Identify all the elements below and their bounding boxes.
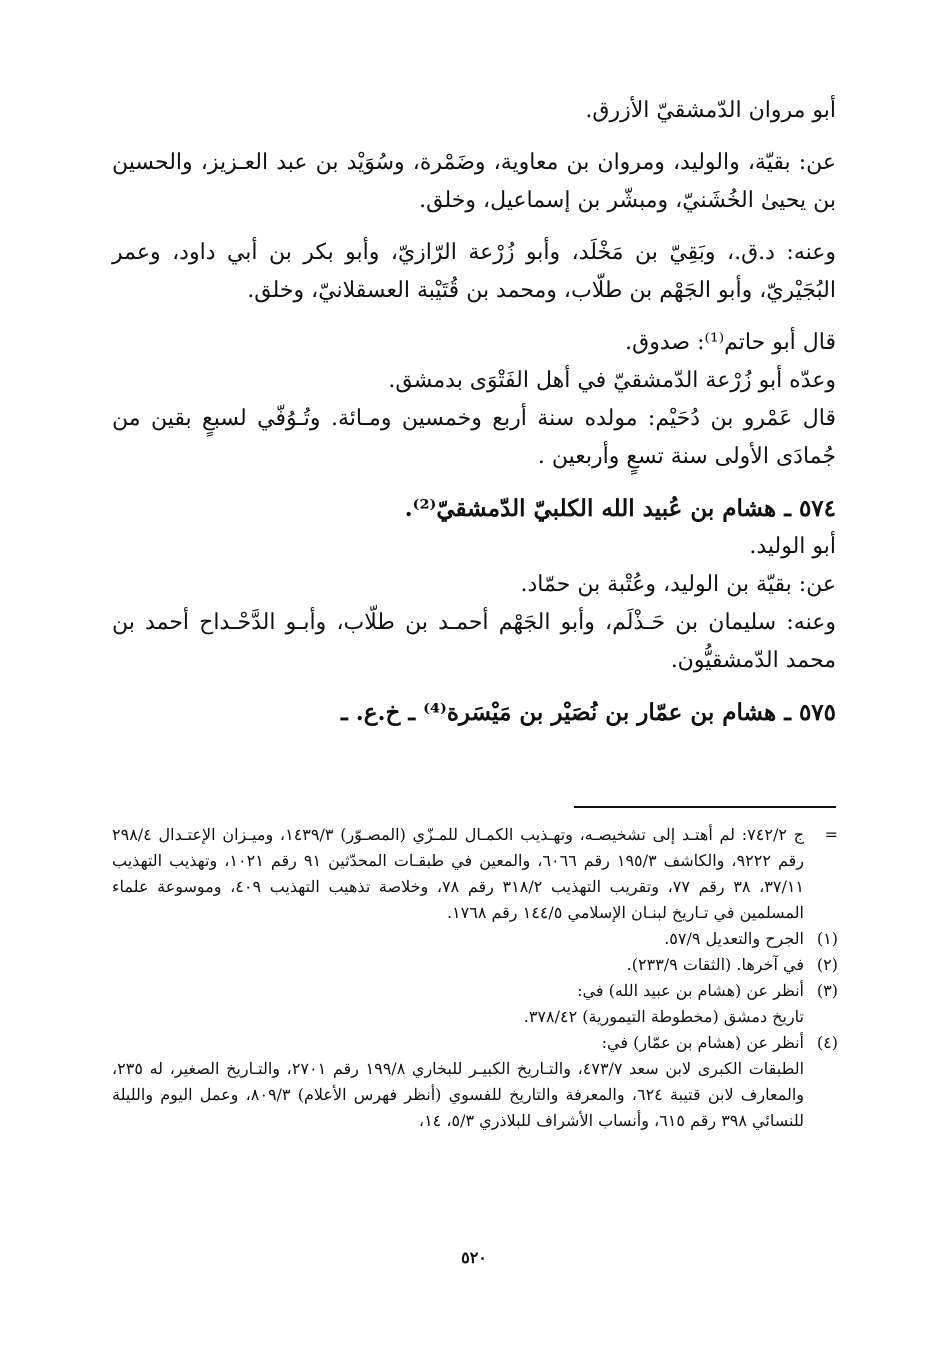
page-number: ٥٢٠ bbox=[461, 1248, 487, 1267]
footnote-divider bbox=[574, 806, 836, 808]
footnote-4 bbox=[112, 1030, 838, 1134]
footnote-text: في آخرها. (الثقات ٢٣٣/٩). bbox=[626, 955, 804, 974]
footnote-mark: = bbox=[824, 825, 838, 844]
footnote-3 bbox=[112, 978, 838, 1030]
footnote-mark: (١) bbox=[816, 929, 838, 948]
footnote-1 bbox=[112, 926, 838, 952]
narrators-paragraph-2: وعنه: سليمان بن حَـذْلَم، وأبو الجَهْم أحمـد بن طلّاب، وأبـو الدَّحْـداح أحمد بن محمد الدّمشقيُّون. bbox=[112, 610, 836, 673]
kunya-paragraph: أبو مروان الدّمشقيّ الأزرق. bbox=[585, 98, 836, 123]
footnote-continuation bbox=[112, 822, 838, 926]
footnote-text bbox=[112, 1030, 804, 1134]
amr-quote: قال عَمْرو بن دُحَيْم: مولده سنة أربع وخمسين ومـائة. وتُـوُفّي لسبعٍ بقين من جُمادَى الأولى سنة تسعٍ وأربعين . bbox=[112, 406, 836, 469]
footnote-line: أنظر عن (هشام بن عمّار) في: bbox=[601, 1033, 804, 1052]
abu-hatim-quote: قال أبو حاتم⁽¹⁾: صدوق. bbox=[625, 330, 836, 355]
footnote-2 bbox=[112, 952, 838, 978]
footnote-line: تاريخ دمشق (مخطوطة التيمورية) ٣٧٨/٤٢. bbox=[523, 1007, 804, 1026]
kunya-paragraph-2: أبو الوليد. bbox=[749, 534, 836, 559]
footnote-line: أنظر عن (هشام بن عبيد الله) في: bbox=[577, 981, 804, 1000]
footnote-mark: (٤) bbox=[816, 1033, 838, 1052]
narrated-from-paragraph: عن: بقيّة، والوليد، ومروان بن معاوية، وضَمْرة، وسُوَيْد بن عبد العـزيز، والحسين بن يحيىٰ الخُشَنيّ، ومبشّر بن إسماعيل، وخلق. bbox=[112, 150, 836, 213]
footnote-text: الجرح والتعديل ٥٧/٩. bbox=[664, 929, 804, 948]
footnote-text bbox=[112, 978, 804, 1030]
footnotes bbox=[112, 822, 838, 1134]
footnote-text: ج ٧٤٢/٢: لم أهتـد إلى تشخيصـه، وتهـذيب الكمـال للمـزّي (المصـوّر) ١٤٣٩/٣، وميـزان الإعتـدال ٢٩٨/٤ رقم ٩٢٢٢، والكاشف ١٩٥/٣ رقم ٦٠٦٦، والمعين في طبقـات المحدّثين ٩١ رقم ١٠٢١، وتهذيب التهذيب ٣٧/١١، ٣٨ رقم ٧٧، وتقريب التهذيب ٣١٨/٢ رقم ٧٨، وخلاصة تذهيب التهذيب ٤٠٩، وموسوعة علماء المسلمين في تـاريخ لبنـان الإسلامي ١٤٤/٥ رقم ١٧٦٨. bbox=[112, 825, 805, 922]
footnote-mark: (٢) bbox=[816, 955, 838, 974]
entry-heading-574: ٥٧٤ ـ هشام بن عُبيد الله الكلبيّ الدّمشقيّ⁽²⁾. bbox=[404, 495, 836, 522]
main-text bbox=[112, 92, 836, 732]
narrated-from-paragraph-2: عن: بقيّة بن الوليد، وعُتْبة بن حمّاد. bbox=[520, 572, 836, 597]
footnote-mark: (٣) bbox=[816, 981, 838, 1000]
footnote-line: الطبقات الكبرى لابن سعد ٤٧٣/٧، والتـاريخ الكبيـر للبخاري ١٩٩/٨ رقم ٢٧٠١، والتـاريخ الصغير، له ٢٣٥، والمعارف لابن قتيبة ٦٢٤، والمعرفة والتاريخ للفسوي (أنظر فهرس الأعلام) ٨٠٩/٣، وعمل اليوم والليلة للنسائي ٣٩٨ رقم ٦١٥، وأنساب الأشراف للبلاذري ٥/٣، ١٤، bbox=[112, 1059, 805, 1130]
entry-heading-575: ٥٧٥ ـ هشام بن عمّار بن نُصَيْر بن مَيْسَرة⁽⁴⁾ ـ خ.ع. ـ bbox=[341, 699, 836, 726]
abu-zura-quote: وعدّه أبو زُرْعة الدّمشقيّ في أهل الفَتْوَى بدمشق. bbox=[388, 368, 836, 393]
narrators-paragraph: وعنه: د.ق.، وبَقِيّ بن مَخْلَد، وأبو زُرْعة الرّازيّ، وأبو بكر بن أبي داود، وعمر البُجَيْريّ، وأبو الجَهْم بن طلّاب، ومحمد بن قُتَيْبة العسقلانيّ، وخلق. bbox=[112, 240, 836, 303]
